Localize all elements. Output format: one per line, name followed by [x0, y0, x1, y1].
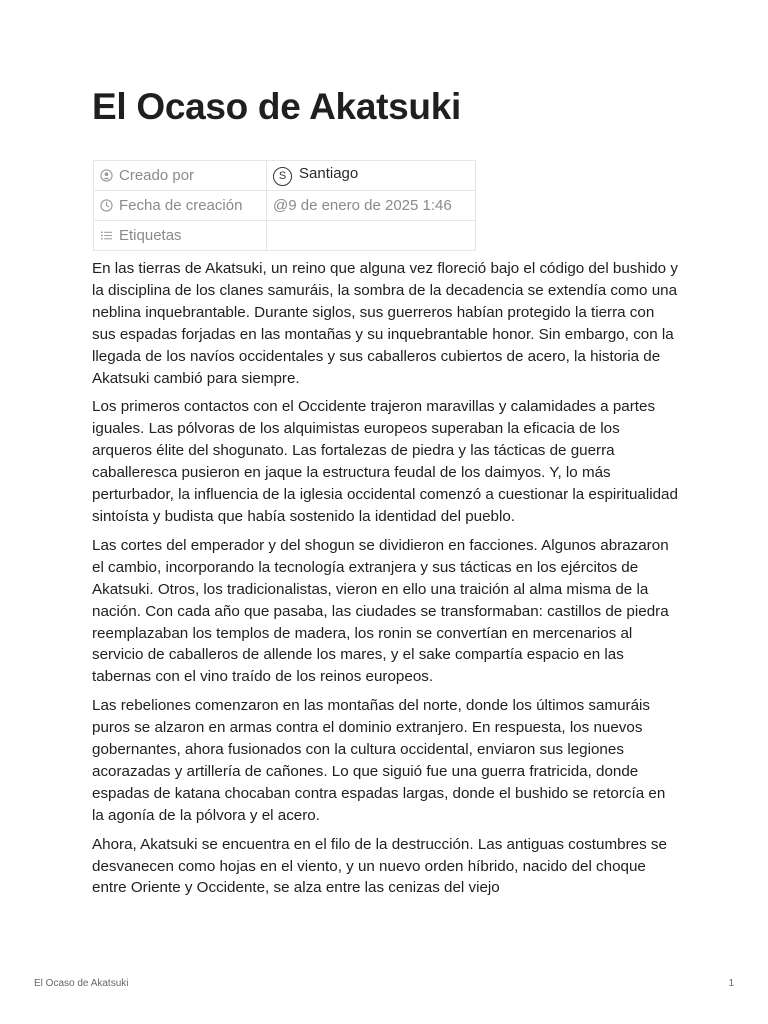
footer-document-name: El Ocaso de Akatsuki [34, 978, 129, 989]
property-row-created-date [94, 191, 476, 221]
list-icon [100, 229, 113, 242]
paragraph: Las rebeliones comenzaron en las montañas del norte, donde los últimos samuráis puros se alzaron en armas contra el dominio extranjero. En respuesta, los nuevos gobernantes, ahora fusionados con la cultura occidental, enviaron sus legiones acorazadas y artillería de cañones. Lo que siguió fue una guerra fratricida, donde espadas de katana chocaban contra espadas largas, donde el bushido se retorcía en la agonía de la pólvora y el acero. [92, 697, 666, 824]
avatar: S [273, 167, 292, 186]
footer-page-number: 1 [728, 978, 734, 989]
paragraph: En las tierras de Akatsuki, un reino que alguna vez floreció bajo el código del bushido y la disciplina de los clanes samuráis, la sombra de la decadencia se extendía como una neblina inquebrantable. Durante siglos, sus guerreros habían protegido la tierra con sus espadas forjadas en las montañas y su inquebrantable honor. Sin embargo, con la llegada de los navíos occidentales y sus caballeros cubiertos de acero, la historia de Akatsuki cambió para siempre. [92, 260, 678, 387]
property-value-created-by[interactable] [267, 161, 476, 191]
property-row-tags [94, 221, 476, 251]
user-name: Santiago [299, 165, 359, 182]
paragraph: Las cortes del emperador y del shogun se dividieron en facciones. Algunos abrazaron el cambio, incorporando la tecnología extranjera y sus tácticas en los ejércitos de Akatsuki. Otros, los tradicionalistas, vieron en ello una traición al alma misma de la nación. Con cada año que pasaba, las ciudades se transformaban: castillos de piedra reemplazaban los templos de madera, los ronin se convertían en mercenarios al servicio de caballeros de allende los mares, y el sake compartía espacio en las tabernas con el vino traído de los reinos europeos. [92, 536, 669, 686]
property-key-created-date [94, 191, 267, 221]
property-value-created-date[interactable]: @9 de enero de 2025 1:46 [267, 191, 476, 221]
paragraph: Los primeros contactos con el Occidente trajeron maravillas y calamidades a partes iguales. Las pólvoras de los alquimistas europeos superaban la eficacia de los arqueros élite del shogunato. Las fortalezas de piedra y las tácticas de guerra caballeresca pusieron en jaque la estructura feudal de los daimyos. Y, lo más perturbador, la influencia de la iglesia occidental comenzó a cuestionar la espiritualidad sintoísta y budista que había sostenido la identidad del pueblo. [92, 398, 678, 525]
property-key-created-by [94, 161, 267, 191]
document-body [92, 258, 678, 906]
property-label: Fecha de creación [119, 197, 243, 214]
person-circle-icon [100, 169, 113, 182]
paragraph: Ahora, Akatsuki se encuentra en el filo de la destrucción. Las antiguas costumbres se desvanecen como hojas en el viento, y un nuevo orden híbrido, nacido del choque entre Oriente y Occidente, se alza entre las cenizas del viejo [92, 835, 667, 897]
property-label: Creado por [119, 167, 195, 184]
properties-table [93, 160, 476, 251]
property-key-tags [94, 221, 267, 251]
property-row-created-by [94, 161, 476, 191]
property-value-tags[interactable] [267, 221, 476, 251]
page-title: El Ocaso de Akatsuki [92, 86, 461, 127]
property-label: Etiquetas [119, 227, 182, 244]
clock-icon [100, 199, 113, 212]
